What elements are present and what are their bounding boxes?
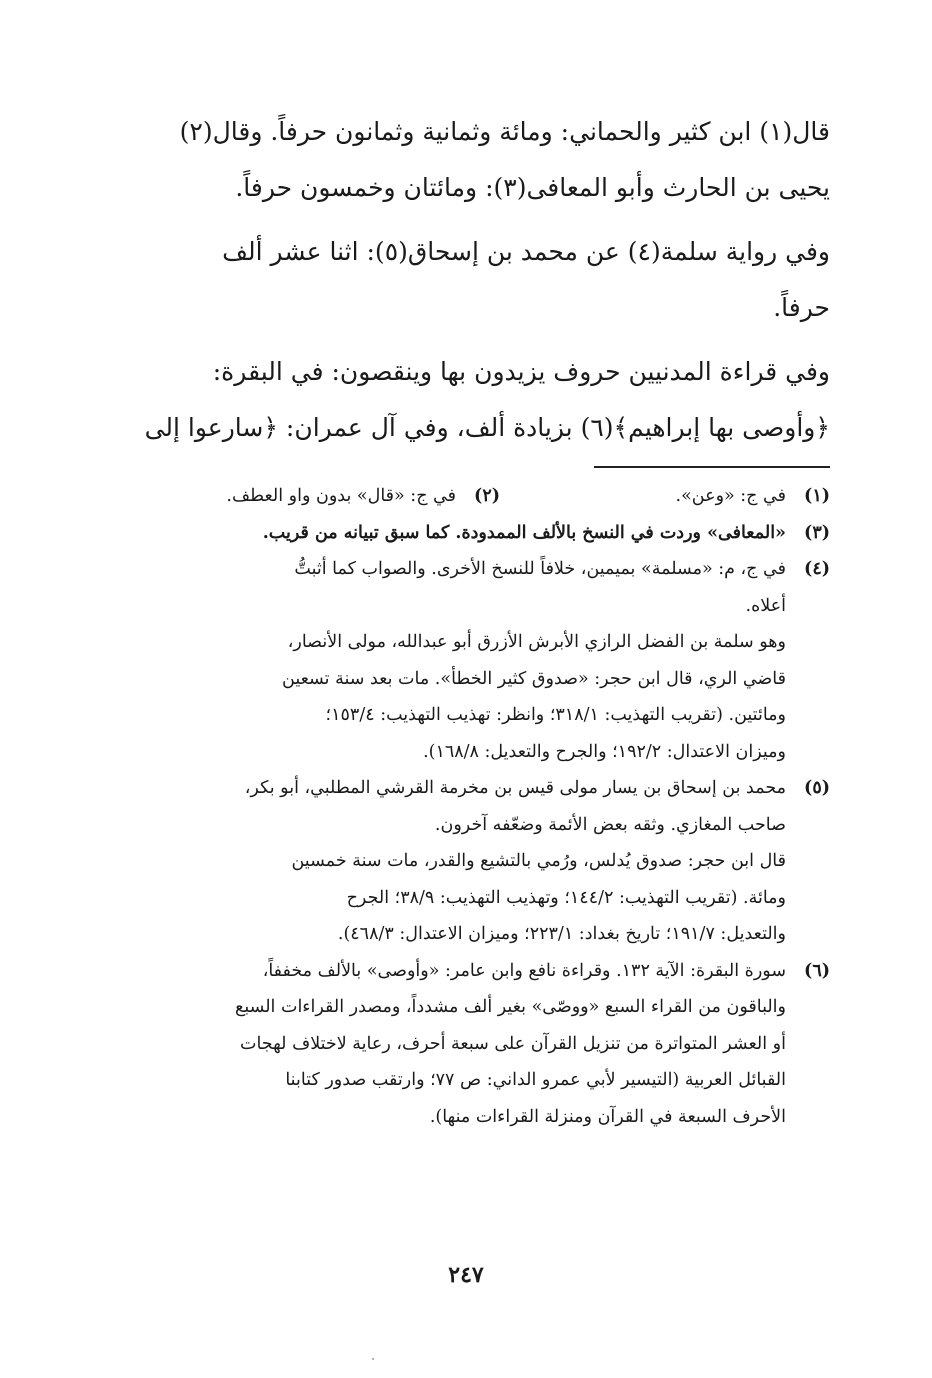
footnote-1-2 (138, 478, 830, 515)
paragraph-1 (138, 104, 830, 216)
footnote-3 (138, 515, 830, 552)
footnote-4-number: (٤) (804, 559, 830, 579)
page-number: ٢٤٧ (448, 1262, 484, 1288)
footnote-1-text: في ج: «وعن». (675, 486, 786, 506)
footnote-5 (138, 770, 830, 843)
main-text (138, 104, 830, 464)
paragraph-2 (138, 224, 830, 336)
paragraph-2-line-1: وفي رواية سلمة(٤) عن محمد بن إسحاق(٥): اثنا عشر ألف (222, 237, 830, 266)
footnote-6-line-2: والباقون من القراء السبع «ووصّى» بغير ألف مشدداً، ومصدر القراءات السبع (235, 997, 786, 1017)
footnote-6-number: (٦) (804, 960, 830, 981)
footnote-6 (138, 953, 830, 1136)
footnote-4 (138, 551, 830, 624)
footnote-4-continuation (138, 624, 830, 770)
paragraph-3-line-2: ﴿وأوصى بها إبراهيم﴾(٦) بزيادة ألف، وفي آل عمران: ﴿سارعوا إلى (144, 413, 830, 442)
footnote-1-number: (١) (804, 486, 830, 506)
footnote-5-line-2: صاحب المغازي. وثقه بعض الأئمة وضعّفه آخرون. (434, 814, 786, 835)
footnote-2-number: (٢) (474, 486, 500, 506)
footnote-4-line-2: أعلاه. (745, 595, 786, 616)
footnote-5-detail-3: والتعديل: ١٩١/٧؛ تاريخ بغداد: ٢٢٣/١؛ وميزان الاعتدال: ٤٦٨/٣). (337, 924, 786, 944)
paragraph-3-line-1: وفي قراءة المدنيين حروف يزيدون بها وينقصون: في البقرة: (212, 357, 830, 386)
footnote-6-line-4: القبائل العربية (التيسير لأبي عمرو الداني: ص ٧٧؛ وارتقب صدور كتابنا (285, 1070, 786, 1090)
footnote-6-line-1: سورة البقرة: الآية ١٣٢. وقراءة نافع وابن عامر: «وأوصى» بالألف مخففاً، (262, 960, 786, 981)
footnote-4-detail-2: قاضي الري، قال ابن حجر: «صدوق كثير الخطأ». مات بعد سنة تسعين (282, 668, 786, 689)
footnote-4-detail-4: وميزان الاعتدال: ١٩٢/٢؛ والجرح والتعديل: ١٦٨/٨). (423, 741, 786, 762)
footnote-5-line-1: محمد بن إسحاق بن يسار مولى قيس بن مخرمة القرشي المطلبي، أبو بكر، (244, 778, 786, 798)
paragraph-3 (138, 344, 830, 456)
footnotes (138, 478, 830, 1135)
footnote-separator (594, 466, 830, 468)
footnote-5-continuation (138, 843, 830, 953)
footnote-6-line-5: الأحرف السبعة في القرآن ومنزلة القراءات منها). (429, 1106, 786, 1127)
footnote-3-number: (٣) (804, 522, 830, 543)
paragraph-1-line-2: يحيى بن الحارث وأبو المعافى(٣): ومائتان وخمسون حرفاً. (235, 173, 830, 202)
scan-speck (372, 1358, 374, 1360)
paragraph-2-line-2: حرفاً. (773, 293, 830, 322)
footnote-3-text: «المعافى» وردت في النسخ بالألف الممدودة. كما سبق تبيانه من قريب. (262, 522, 786, 543)
footnote-2-text: في ج: «قال» بدون واو العطف. (226, 486, 456, 506)
paragraph-1-line-1: قال(١) ابن كثير والحماني: ومائة وثمانية وثمانون حرفاً. وقال(٢) (179, 117, 830, 146)
footnote-4-line-1: في ج، م: «مسلمة» بميمين، خلافاً للنسخ الأخرى. والصواب كما أثبتُّ (294, 559, 786, 579)
footnote-4-detail-3: ومائتين. (تقريب التهذيب: ٣١٨/١؛ وانظر: تهذيب التهذيب: ١٥٣/٤؛ (325, 705, 786, 725)
footnote-5-detail-2: ومائة. (تقريب التهذيب: ١٤٤/٢؛ وتهذيب التهذيب: ٣٨/٩؛ الجرح (346, 887, 786, 908)
footnote-5-number: (٥) (804, 778, 830, 798)
footnote-5-detail-1: قال ابن حجر: صدوق يُدلس، ورُمي بالتشيع والقدر، مات سنة خمسين (291, 851, 786, 871)
footnote-4-detail-1: وهو سلمة بن الفضل الرازي الأبرش الأزرق أبو عبدالله، مولى الأنصار، (287, 632, 786, 652)
footnote-6-line-3: أو العشر المتواترة من تنزيل القرآن على سبعة أحرف، رعاية لاختلاف لهجات (240, 1033, 786, 1054)
